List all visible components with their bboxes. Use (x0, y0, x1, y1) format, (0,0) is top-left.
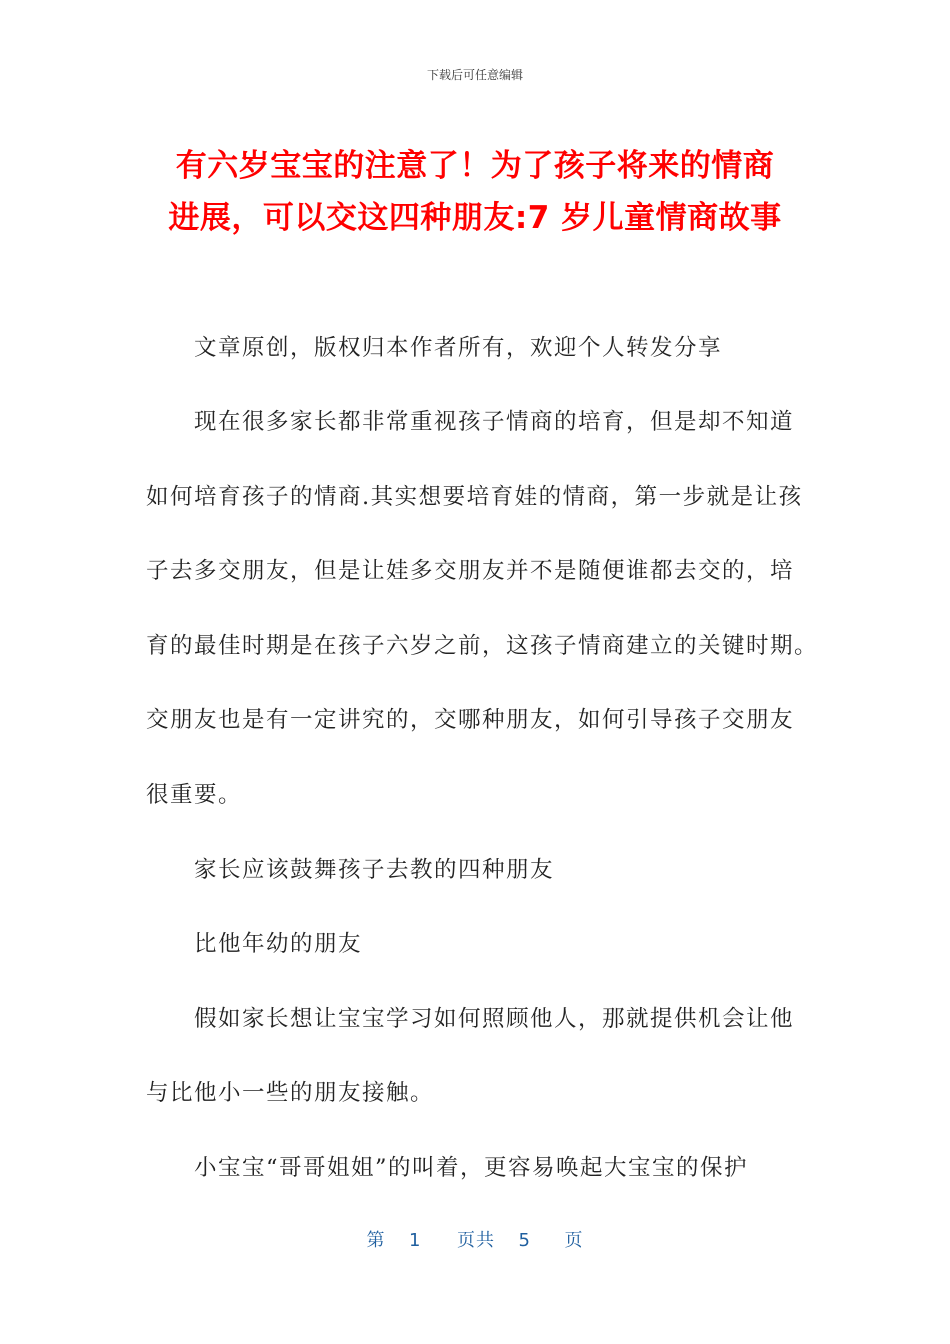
page-label-prefix: 第 (366, 1230, 386, 1251)
paragraph-line: 与比他小一些的朋友接触。 (146, 1080, 435, 1106)
document-title (100, 140, 850, 244)
header-note: 下载后可任意编辑 (426, 68, 523, 82)
paragraph-line: 育的最佳时期是在孩子六岁之前，这孩子情商建立的关键时期。 (146, 633, 819, 659)
paragraph-line: 现在很多家长都非常重视孩子情商的培育，但是却不知道 (194, 409, 795, 435)
paragraph-line: 文章原创，版权归本作者所有，欢迎个人转发分享 (194, 335, 723, 361)
paragraph-line: 交朋友也是有一定讲究的，交哪种朋友，如何引导孩子交朋友 (146, 707, 795, 733)
section-heading: 比他年幼的朋友 (194, 931, 363, 957)
page-footer (0, 1226, 950, 1252)
page-label-suffix: 页 (564, 1230, 584, 1251)
paragraph-line: 很重要。 (146, 782, 243, 808)
page-label-middle: 页共 (457, 1230, 495, 1251)
page-number: 1 (409, 1230, 422, 1251)
title-line-1: 有六岁宝宝的注意了！为了孩子将来的情商 (175, 148, 775, 184)
paragraph-line: 家长应该鼓舞孩子去教的四种朋友 (194, 857, 555, 883)
paragraph-line: 子去多交朋友，但是让娃多交朋友并不是随便谁都去交的，培 (146, 558, 795, 584)
paragraph-line: 小宝宝“哥哥姐姐”的叫着，更容易唤起大宝宝的保护 (194, 1155, 749, 1181)
paragraph-line: 如何培育孩子的情商.其实想要培育娃的情商，第一步就是让孩 (146, 484, 803, 510)
title-line-2: 进展，可以交这四种朋友:7 岁儿童情商故事 (168, 200, 782, 236)
total-pages: 5 (518, 1230, 531, 1251)
paragraph-line: 假如家长想让宝宝学习如何照顾他人，那就提供机会让他 (194, 1006, 795, 1032)
